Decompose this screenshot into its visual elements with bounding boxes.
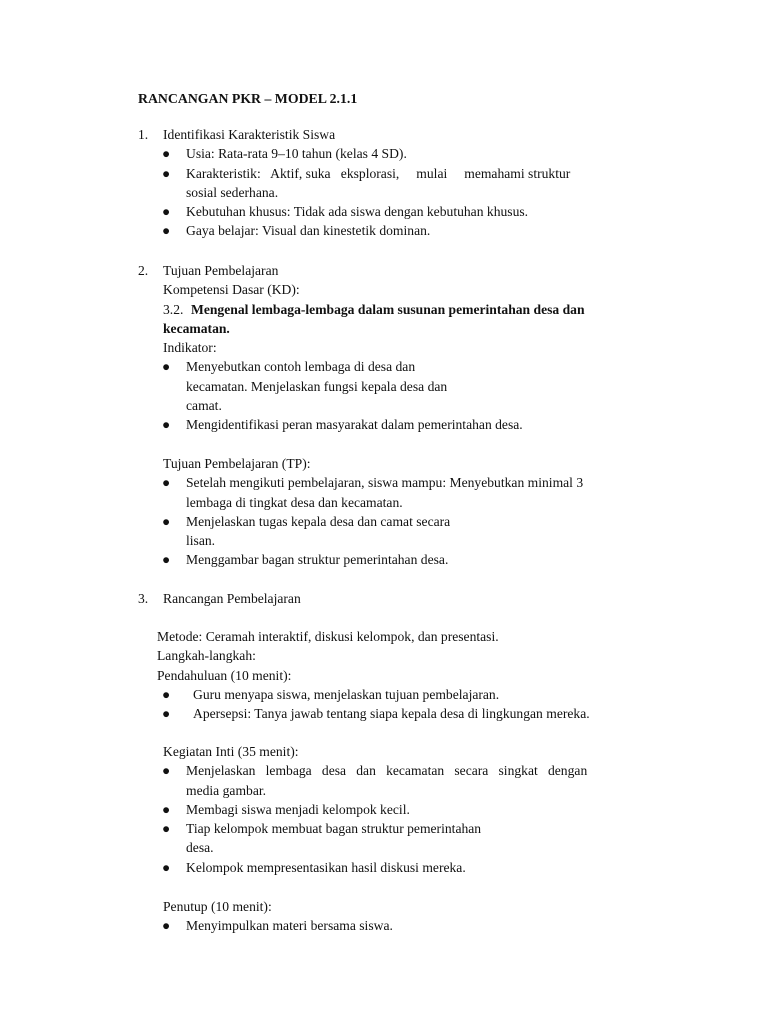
bullet-dot-icon: ● bbox=[162, 686, 171, 702]
tujuan-pembelajaran-block bbox=[0, 454, 768, 570]
bullet-dot-icon: ● bbox=[162, 763, 171, 779]
list-item-text: Membagi siswa menjadi kelompok kecil. bbox=[186, 801, 410, 817]
pendahuluan-label-line bbox=[0, 666, 768, 685]
list-item-continuation bbox=[0, 377, 768, 396]
bullet-dot-icon: ● bbox=[162, 552, 171, 568]
section-heading: Identifikasi Karakteristik Siswa bbox=[163, 127, 336, 142]
tp-label: Tujuan Pembelajaran (TP): bbox=[163, 456, 311, 471]
indikator-label-line bbox=[0, 338, 768, 357]
kd-number: 3.2. bbox=[163, 301, 184, 317]
list-item-text: Apersepsi: Tanya jawab tentang siapa kepala desa di lingkungan mereka. bbox=[193, 706, 590, 722]
kegiatan-inti-block bbox=[0, 742, 768, 877]
bullet-dot-icon: ● bbox=[162, 359, 171, 375]
list-item-continuation bbox=[0, 396, 768, 415]
list-item-continuation bbox=[0, 493, 768, 512]
langkah-line bbox=[0, 646, 768, 665]
list-item bbox=[0, 144, 768, 163]
list-item-text: lembaga di tingkat desa dan kecamatan. bbox=[186, 494, 403, 510]
list-item-continuation bbox=[0, 781, 768, 800]
penutup-label: Penutup (10 menit): bbox=[163, 899, 272, 914]
bullet-dot-icon: ● bbox=[162, 165, 171, 181]
metode-text: Metode: Ceramah interaktif, diskusi kelompok, dan presentasi. bbox=[157, 629, 499, 644]
list-item-text: Mengidentifikasi peran masyarakat dalam pemerintahan desa. bbox=[186, 417, 523, 433]
list-item-text: Menggambar bagan struktur pemerintahan desa. bbox=[186, 552, 449, 568]
bullet-dot-icon: ● bbox=[162, 801, 171, 817]
bullet-dot-icon: ● bbox=[162, 475, 171, 491]
section-heading: Rancangan Pembelajaran bbox=[163, 591, 301, 606]
list-item-text: Setelah mengikuti pembelajaran, siswa mampu: Menyebutkan minimal 3 bbox=[186, 475, 584, 491]
list-item-text: Tiap kelompok membuat bagan struktur pemerintahan bbox=[186, 821, 482, 837]
list-item bbox=[0, 415, 768, 434]
section-number: 3. bbox=[138, 591, 149, 606]
section-2-heading-line bbox=[0, 261, 768, 280]
list-item bbox=[0, 473, 768, 492]
list-item bbox=[0, 685, 768, 704]
list-item-text: Menjelaskan lembaga desa dan kecamatan secara singkat dengan bbox=[186, 763, 588, 779]
list-item-text: Menjelaskan tugas kepala desa dan camat secara bbox=[186, 513, 451, 529]
list-item bbox=[0, 357, 768, 376]
kd-statement: Mengenal lembaga-lembaga dalam susunan pemerintahan desa dan bbox=[191, 301, 585, 317]
rancangan-details bbox=[0, 627, 768, 723]
list-item bbox=[0, 704, 768, 723]
inti-label: Kegiatan Inti (35 menit): bbox=[163, 744, 299, 759]
section-1-heading-line bbox=[0, 125, 768, 144]
bullet-dot-icon: ● bbox=[162, 821, 171, 837]
inti-label-line bbox=[0, 742, 768, 761]
list-item bbox=[0, 800, 768, 819]
tp-label-line bbox=[0, 454, 768, 473]
list-item-text: Guru menyapa siswa, menjelaskan tujuan pembelajaran. bbox=[193, 686, 500, 702]
list-item-text: Gaya belajar: Visual dan kinestetik dominan. bbox=[186, 223, 431, 239]
list-item-text: Menyimpulkan materi bersama siswa. bbox=[186, 918, 393, 934]
bullet-dot-icon: ● bbox=[162, 417, 171, 433]
penutup-block bbox=[0, 897, 768, 936]
list-item-text: sosial sederhana. bbox=[186, 184, 279, 200]
list-item bbox=[0, 819, 768, 838]
indikator-label: Indikator: bbox=[163, 340, 217, 356]
kd-statement-line bbox=[0, 300, 768, 319]
bullet-dot-icon: ● bbox=[162, 223, 171, 239]
section-3-heading-line bbox=[0, 589, 768, 608]
list-item bbox=[0, 858, 768, 877]
bullet-dot-icon: ● bbox=[162, 918, 171, 934]
list-item bbox=[0, 221, 768, 240]
section-heading: Tujuan Pembelajaran bbox=[163, 263, 279, 278]
bullet-dot-icon: ● bbox=[162, 146, 171, 162]
section-number: 1. bbox=[138, 127, 149, 142]
bullet-dot-icon: ● bbox=[162, 513, 171, 529]
document-title: RANCANGAN PKR – MODEL 2.1.1 bbox=[138, 91, 358, 106]
list-item bbox=[0, 550, 768, 569]
section-2 bbox=[0, 261, 768, 435]
list-item-text: Kelompok mempresentasikan hasil diskusi mereka. bbox=[186, 859, 466, 875]
list-item bbox=[0, 916, 768, 935]
kd-statement-continuation bbox=[0, 319, 768, 338]
langkah-label: Langkah-langkah: bbox=[157, 648, 256, 664]
list-item-continuation bbox=[0, 183, 768, 202]
list-item-text: Menyebutkan contoh lembaga di desa dan bbox=[186, 359, 416, 375]
list-item bbox=[0, 512, 768, 531]
list-item-text: desa. bbox=[186, 840, 214, 856]
section-3 bbox=[0, 589, 768, 608]
bullet-dot-icon: ● bbox=[162, 204, 171, 220]
penutup-label-line bbox=[0, 897, 768, 916]
list-item bbox=[0, 164, 768, 183]
bullet-dot-icon: ● bbox=[162, 859, 171, 875]
kd-label-line bbox=[0, 280, 768, 299]
list-item-text: kecamatan. Menjelaskan fungsi kepala desa dan bbox=[186, 378, 448, 394]
list-item-continuation bbox=[0, 838, 768, 857]
list-item bbox=[0, 761, 768, 780]
list-item-text: media gambar. bbox=[186, 782, 267, 798]
list-item-text: Karakteristik: Aktif, suka eksplorasi, mulai memahami struktur bbox=[186, 165, 571, 181]
section-number: 2. bbox=[138, 263, 149, 278]
metode-line bbox=[0, 627, 768, 646]
list-item-continuation bbox=[0, 531, 768, 550]
list-item bbox=[0, 202, 768, 221]
list-item-text: Usia: Rata-rata 9–10 tahun (kelas 4 SD). bbox=[186, 146, 407, 162]
section-1 bbox=[0, 125, 768, 241]
kd-label: Kompetensi Dasar (KD): bbox=[163, 282, 300, 298]
list-item-text: Kebutuhan khusus: Tidak ada siswa dengan kebutuhan khusus. bbox=[186, 204, 529, 220]
bullet-dot-icon: ● bbox=[162, 706, 171, 722]
kd-statement: kecamatan. bbox=[163, 320, 230, 336]
pendahuluan-label: Pendahuluan (10 menit): bbox=[157, 667, 292, 683]
list-item-text: lisan. bbox=[186, 533, 216, 549]
list-item-text: camat. bbox=[186, 398, 222, 414]
